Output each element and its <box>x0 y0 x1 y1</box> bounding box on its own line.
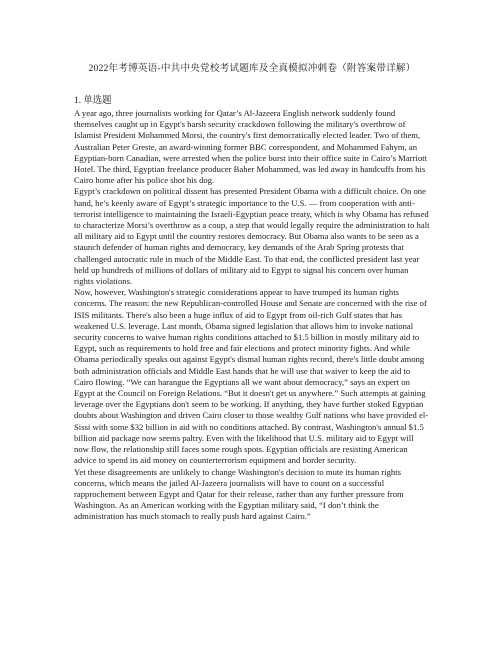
section-heading: 1. 单选题 <box>74 96 112 106</box>
paragraph-2: Egypt’s crackdown on political dissent has presented President Obama with a difficult choice. On one hand, he’s keenly aware of Egypt’s strategic importance to the U.S. — from cooperation with anti-terrorist intelligence to maintaining the Israeli-Egyptian peace treaty, which is why Obama has refused to characterize Morsi’s overthrow as a coup, a step that would legally require the administration to halt all military aid to Egypt until the country restores democracy. But Obama also wants to be seen as a staunch defender of human rights and democracy, key demands of the Arab Spring protests that challenged autocratic rule in much of the Middle East. To that end, the conflicted president last year held up hundreds of millions of dollars of military aid to Egypt to signal his concern over human rights violations. <box>74 186 430 287</box>
paragraph-3: Now, however, Washington's strategic considerations appear to have trumped its human rights concerns. The reason: the new Republican-controlled House and Senate are concerned with the rise of ISIS militants. There's also been a huge influx of aid to Egypt from oil-rich Gulf states that has weakened U.S. leverage. Last month, Obama signed legislation that allows him to invoke national security concerns to waive human rights conditions attached to $1.5 billion in mostly military aid to Egypt, such as requirements to hold free and fair elections and protect minority fights. And while Obama periodically speaks out against Egypt's dismal human rights record, there's little doubt among both administration officials and Middle East hands that he will use that waiver to keep the aid to Cairo flowing. “We can harangue the Egyptians all we want about democracy,” says an expert on Egypt at the Council on Foreign Relations. “But it doesn't get us anywhere.” Such attempts at gaining leverage over the Egyptians don't seem to be working. If anything, they have further stoked Egyptian doubts about Washington and driven Cairo closer to those wealthy Gulf nations who have provided el-Sissi with some $32 billion in aid with no conditions attached. By contrast, Washington's annual $1.5 billion aid package now seems paltry. Even with the likelihood that U.S. military aid to Egypt will now flow, the relationship still faces some rough spots. Egyptian officials are resisting American advice to spend its aid money on counterterrorism equipment and border security. <box>74 287 429 466</box>
passage <box>74 108 430 523</box>
paragraph-1: A year ago, three journalists working for Qatar’s Al-Jazeera English network suddenly found themselves caught up in Egypt's harsh security crackdown following the military's overthrow of Islamist President Mohammed Morsi, the country's first democratically elected leader. Two of them, Australian Peter Greste, an award-winning former BBC correspondent, and Mohammed Fahym, an Egyptian-born Canadian, were arrested when the police burst into their office suite in Cairo’s Marriott Hotel. The third, Egyptian freelance producer Baher Mohammed, was led away in handcuffs from his Cairo home after his police shot his dog. <box>74 108 427 186</box>
document-title: 2022年考博英语-中共中央党校考试题库及全真模拟冲刺卷（附答案带详解） <box>88 63 416 74</box>
paragraph-4: Yet these disagreements are unlikely to change Washington's decision to mute its human rights concerns, which means the jailed Al-Jazeera journalists will have to count on a successful rapprochement between Egypt and Qatar for their release, rather than any further pressure from Washington. As an American working with the Egyptian military said, “I don’t think the administration has much stomach to really push hard against Cairo.” <box>74 466 404 522</box>
